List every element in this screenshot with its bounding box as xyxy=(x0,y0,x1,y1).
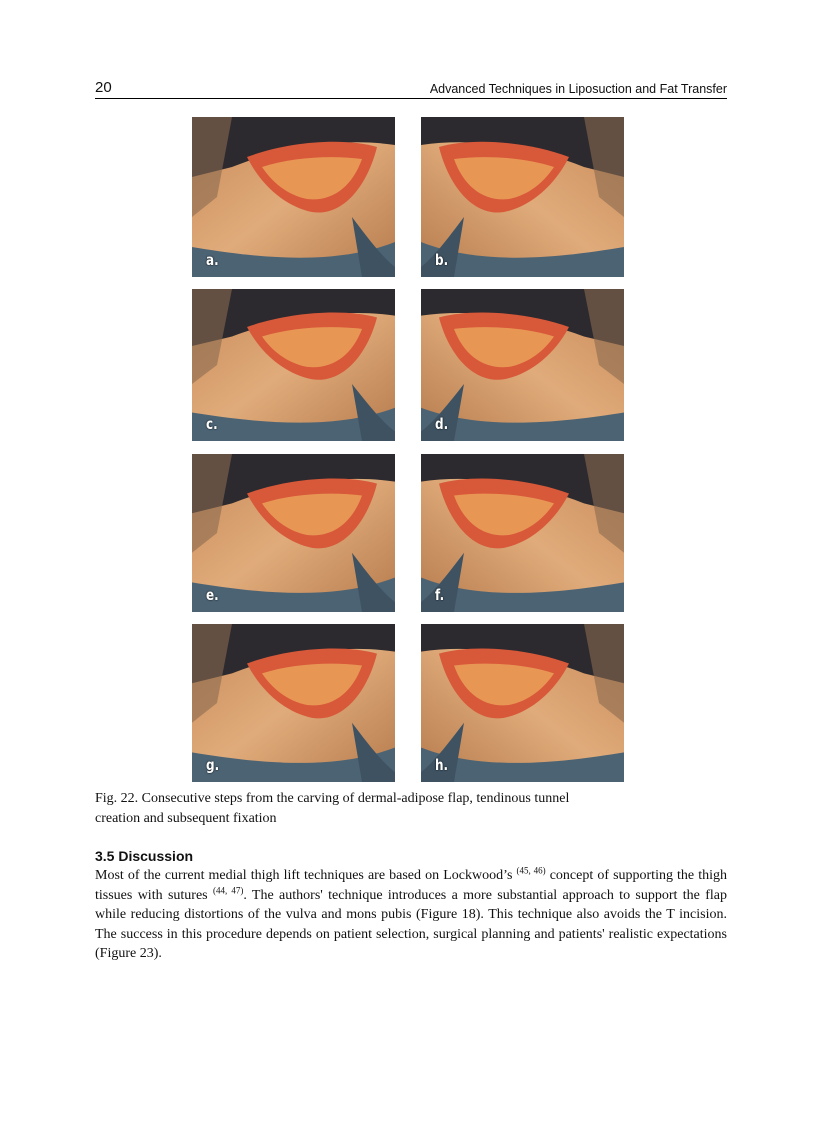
surgical-photo-icon xyxy=(192,289,395,441)
section-paragraph xyxy=(95,866,727,964)
panel-label-f: f. xyxy=(435,586,445,604)
figure-panel-d xyxy=(421,289,624,441)
figure-panel-a xyxy=(192,117,395,277)
paragraph-text-1: Most of the current medial thigh lift techniques are based on Lockwood’s xyxy=(95,868,517,883)
page-header xyxy=(95,78,727,99)
surgical-photo-icon xyxy=(192,454,395,612)
panel-label-g: g. xyxy=(206,756,220,774)
citation-44-47: (44, 47) xyxy=(212,884,244,895)
paragraph-text-3: . The authors' technique introduces a more substantial approach to support the flap while reducing distortions of the vulva and mons pubis (Figure 18). This technique also avoids the T incision. The success in this procedure depends on patient selection, surgical planning and patients' realistic expectations (Figure 23). xyxy=(95,887,728,962)
figure-panel-g xyxy=(192,624,395,782)
running-title: Advanced Techniques in Liposuction and Fat Transfer xyxy=(429,82,727,96)
figure-caption xyxy=(95,789,695,829)
surgical-photo-icon xyxy=(192,624,395,782)
panel-label-d: d. xyxy=(435,415,449,433)
panel-label-c: c. xyxy=(206,415,218,433)
panel-label-e: e. xyxy=(206,586,219,604)
paragraph-text-2: concept of supporting the thigh tissues with sutures xyxy=(95,868,728,903)
figure-panel-c xyxy=(192,289,395,441)
surgical-photo-icon xyxy=(421,624,624,782)
surgical-photo-icon xyxy=(421,289,624,441)
citation-45-46: (45, 46) xyxy=(516,865,546,876)
figure-panel-e xyxy=(192,454,395,612)
caption-line-1: Fig. 22. Consecutive steps from the carving of dermal-adipose flap, tendinous tunnel xyxy=(95,791,570,806)
panel-label-h: h. xyxy=(435,756,449,774)
surgical-photo-icon xyxy=(421,117,624,277)
panel-label-b: b. xyxy=(435,251,449,269)
section-heading: 3.5 Discussion xyxy=(95,848,194,864)
panel-label-a: a. xyxy=(206,251,219,269)
figure-panel-b xyxy=(421,117,624,277)
caption-line-2: creation and subsequent fixation xyxy=(95,811,277,826)
figure-panel-h xyxy=(421,624,624,782)
page-number: 20 xyxy=(95,79,112,96)
figure-panel-f xyxy=(421,454,624,612)
surgical-photo-icon xyxy=(192,117,395,277)
surgical-photo-icon xyxy=(421,454,624,612)
